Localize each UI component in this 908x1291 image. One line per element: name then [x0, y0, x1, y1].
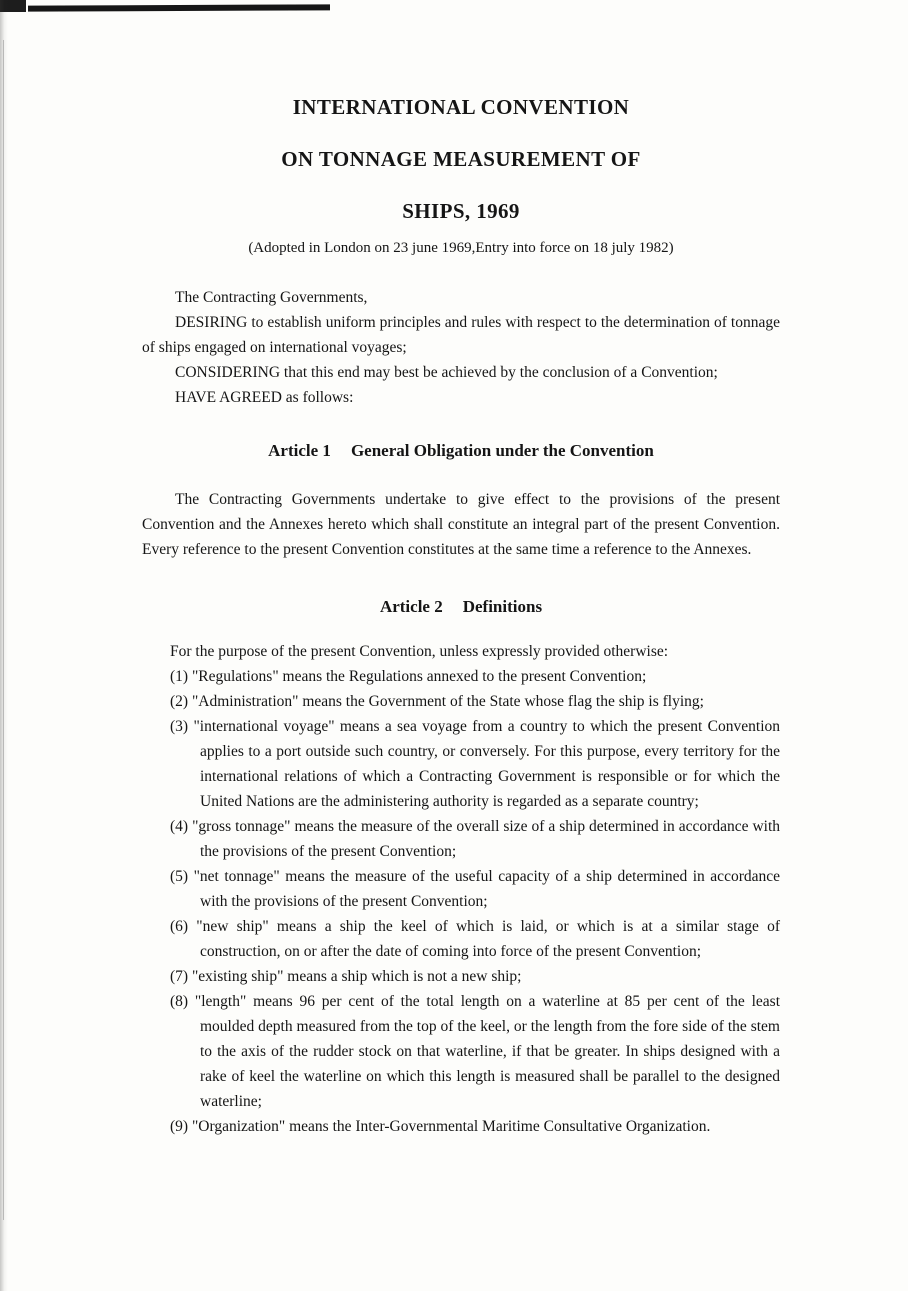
definition-number: (2): [170, 693, 189, 710]
document-title-line-1: INTERNATIONAL CONVENTION: [292, 95, 630, 119]
definition-item-5: [170, 864, 780, 914]
definition-number: (5): [170, 868, 189, 885]
article-1-title: General Obligation under the Convention: [350, 441, 654, 460]
document-title-line-2: ON TONNAGE MEASUREMENT OF: [281, 147, 641, 171]
article-2-heading: [142, 594, 780, 619]
preamble-paragraph-1: The Contracting Governments,: [175, 289, 368, 306]
article-1-body: The Contracting Governments undertake to give effect to the provisions of the present Convention and the Annexes hereto which shall constitute an integral part of the present Convention. Every reference to the present Convention constitutes at the same time a reference to the Annexes.: [142, 491, 780, 558]
article-2-intro: For the purpose of the present Convention, unless expressly provided otherwise:: [170, 643, 669, 660]
definition-number: (7): [170, 968, 189, 985]
definition-item-3: [170, 714, 780, 814]
preamble-paragraph-2: DESIRING to establish uniform principles and rules with respect to the determination of tonnage of ships engaged on international voyages;: [142, 314, 780, 356]
definition-text: "international voyage" means a sea voyage from a country to which the present Convention applies to a port outside such country, or conversely. For this purpose, every territory for the international relations of which a Contracting Government is responsible or for which the United Nations are the administering authority is regarded as a separate country;: [193, 718, 781, 810]
document-title-line-3: SHIPS, 1969: [402, 199, 520, 223]
article-2-number: Article 2: [379, 597, 443, 616]
definition-text: "net tonnage" means the measure of the useful capacity of a ship determined in accordance with the provisions of the present Convention;: [193, 868, 780, 910]
definition-text: "existing ship" means a ship which is not a new ship;: [191, 968, 522, 985]
definition-item-1: [170, 664, 780, 689]
definition-text: "Organization" means the Inter-Governmental Maritime Consultative Organization.: [191, 1118, 711, 1135]
definition-text: "length" means 96 per cent of the total length on a waterline at 85 per cent of the least moulded depth measured from the top of the keel, or the length from the fore side of the stem to the axis of the rudder stock on that waterline, if that be greater. In ships designed with a rake of keel the waterline on which this length is measured shall be parallel to the designed waterline;: [194, 993, 781, 1110]
adoption-note: (Adopted in London on 23 june 1969,Entry into force on 18 july 1982): [248, 240, 674, 256]
definition-item-7: [170, 964, 780, 989]
definitions-list: [170, 664, 780, 1139]
definition-number: (6): [170, 918, 189, 935]
definition-text: "Regulations" means the Regulations annexed to the present Convention;: [191, 668, 647, 685]
definition-number: (3): [170, 718, 189, 735]
article-1-number: Article 1: [268, 441, 331, 460]
definition-text: "Administration" means the Government of the State whose flag the ship is flying;: [191, 693, 704, 710]
definition-number: (4): [170, 818, 189, 835]
definition-item-2: [170, 689, 780, 714]
article-2-title: Definitions: [462, 597, 543, 616]
definition-number: (1): [170, 668, 189, 685]
definition-item-6: [170, 914, 780, 964]
definition-number: (9): [170, 1118, 189, 1135]
preamble-paragraph-3: CONSIDERING that this end may best be achieved by the conclusion of a Convention;: [175, 364, 718, 381]
definition-text: "gross tonnage" means the measure of the overall size of a ship determined in accordance with the provisions of the present Convention;: [192, 818, 781, 860]
definition-item-9: [170, 1114, 780, 1139]
definition-item-8: [170, 989, 780, 1114]
article-1-heading: [142, 438, 780, 463]
definition-item-4: [170, 814, 780, 864]
preamble-paragraph-4: HAVE AGREED as follows:: [175, 389, 354, 406]
definition-text: "new ship" means a ship the keel of which is laid, or which is at a similar stage of construction, on or after the date of coming into force of the present Convention;: [196, 918, 781, 960]
definition-number: (8): [170, 993, 189, 1010]
